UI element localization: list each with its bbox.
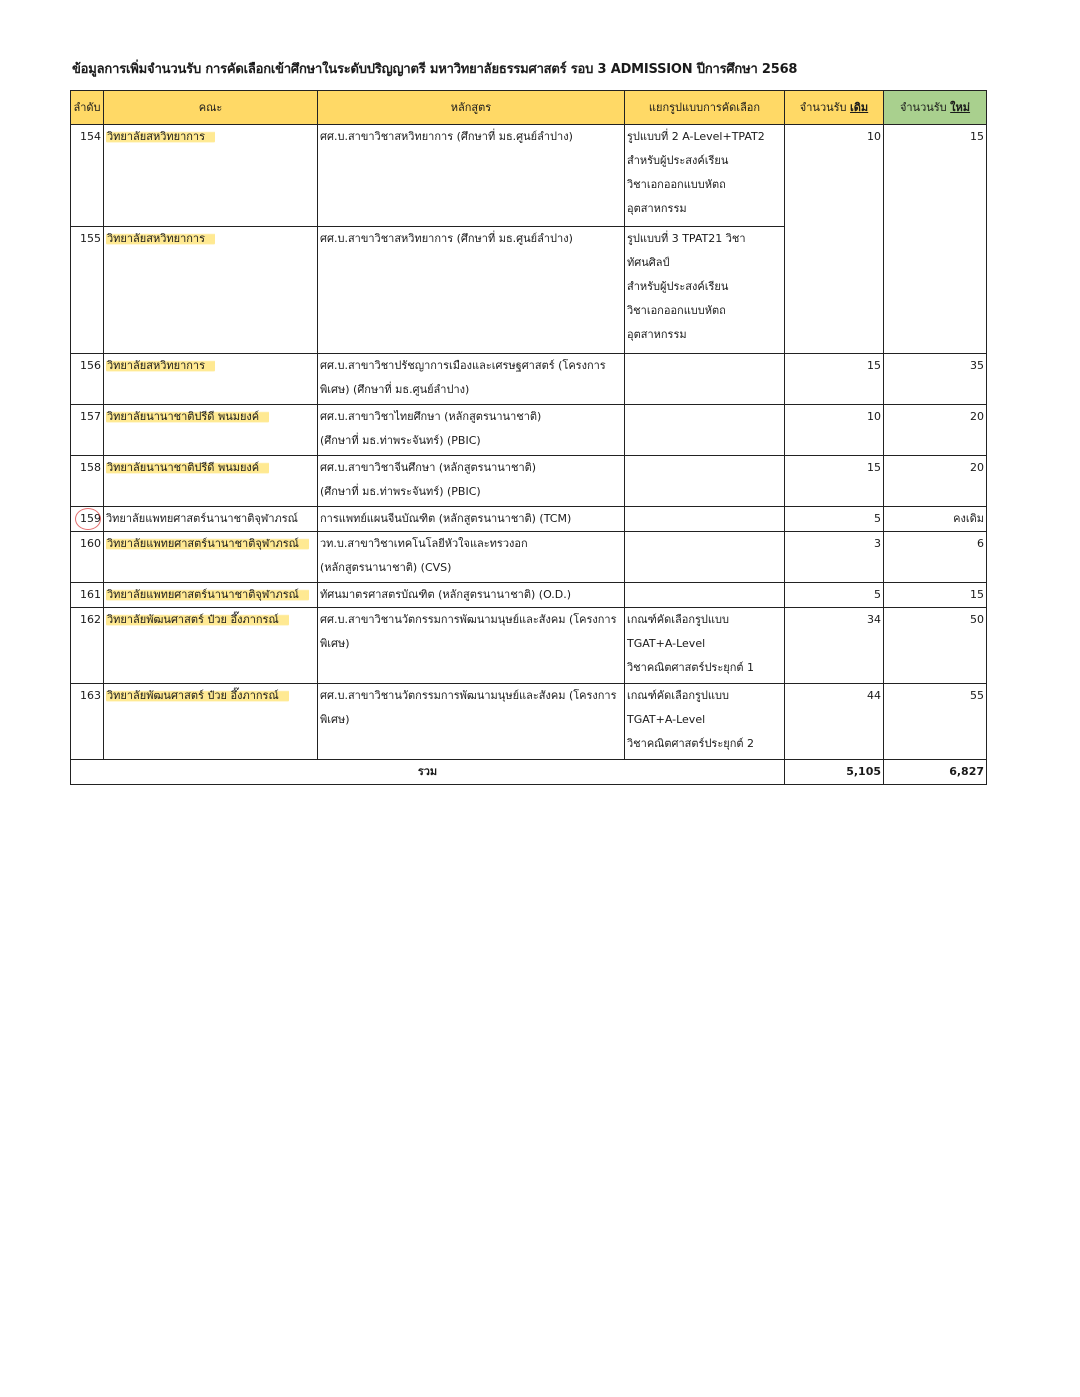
total-row — [71, 760, 987, 785]
program-line: (หลักสูตรนานาชาติ) (CVS) — [320, 561, 452, 574]
row-no: 158 — [71, 456, 104, 507]
program-line: ศศ.บ.สาขาวิชาปรัชญาการเมืองและเศรษฐศาสตร์ (โครงการ — [320, 359, 606, 372]
program-cell — [318, 583, 625, 608]
table-row — [71, 354, 987, 405]
program-line: ทัศนมาตรศาสตรบัณฑิต (หลักสูตรนานาชาติ) (O.D.) — [320, 588, 572, 601]
header-program: หลักสูตร — [318, 91, 625, 125]
row-no: 160 — [71, 532, 104, 583]
new-quota: 15 — [884, 583, 987, 608]
program-cell — [318, 456, 625, 507]
mode-line: วิชาเอกออกแบบหัตถ — [627, 178, 726, 191]
total-old-quota: 5,105 — [785, 760, 884, 785]
mode-line: อุตสาหกรรม — [627, 202, 687, 215]
mode-line: TGAT+A-Level — [627, 713, 706, 726]
program-cell — [318, 532, 625, 583]
program-line: ศศ.บ.สาขาวิชาไทยศึกษา (หลักสูตรนานาชาติ) — [320, 410, 542, 423]
mode-cell — [625, 227, 785, 354]
new-quota: 35 — [884, 354, 987, 405]
row-no: 156 — [71, 354, 104, 405]
program-cell — [318, 507, 625, 532]
faculty-name: วิทยาลัยสหวิทยาการ — [106, 232, 215, 245]
old-quota: 44 — [785, 684, 884, 760]
mode-line: วิชาคณิตศาสตร์ประยุกต์ 1 — [627, 661, 754, 674]
total-new-quota: 6,827 — [884, 760, 987, 785]
mode-cell — [625, 125, 785, 227]
program-line: ศศ.บ.สาขาวิชานวัตกรรมการพัฒนามนุษย์และสังคม (โครงการ — [320, 689, 617, 702]
new-quota: 20 — [884, 456, 987, 507]
mode-cell — [625, 456, 785, 507]
mode-line: วิชาคณิตศาสตร์ประยุกต์ 2 — [627, 737, 754, 750]
program-line: ศศ.บ.สาขาวิชาจีนศึกษา (หลักสูตรนานาชาติ) — [320, 461, 537, 474]
faculty-name: วิทยาลัยพัฒนศาสตร์ ป๋วย อึ๊งภากรณ์ — [106, 613, 289, 626]
program-cell — [318, 227, 625, 354]
mode-line: ทัศนศิลป์ — [627, 256, 670, 269]
program-line: ศศ.บ.สาขาวิชานวัตกรรมการพัฒนามนุษย์และสังคม (โครงการ — [320, 613, 617, 626]
program-line: (ศึกษาที่ มธ.ท่าพระจันทร์) (PBIC) — [320, 434, 481, 447]
program-line: ศศ.บ.สาขาวิชาสหวิทยาการ (ศึกษาที่ มธ.ศูนย์ลำปาง) — [320, 232, 573, 245]
program-cell — [318, 125, 625, 227]
faculty-cell — [104, 354, 318, 405]
new-quota: 20 — [884, 405, 987, 456]
old-quota: 15 — [785, 456, 884, 507]
faculty-name: วิทยาลัยแพทยศาสตร์นานาชาติจุฬาภรณ์ — [106, 588, 309, 601]
mode-cell — [625, 507, 785, 532]
program-line: พิเศษ) (ศึกษาที่ มธ.ศูนย์ลำปาง) — [320, 383, 470, 396]
new-quota: คงเดิม — [884, 507, 987, 532]
program-line: วท.บ.สาขาวิชาเทคโนโลยีหัวใจและทรวงอก — [320, 537, 528, 550]
old-quota: 10 — [785, 125, 884, 354]
header-new-prefix: จำนวนรับ — [899, 100, 951, 114]
mode-cell — [625, 405, 785, 456]
table-row — [71, 125, 987, 227]
old-quota: 10 — [785, 405, 884, 456]
row-no: 154 — [71, 125, 104, 227]
faculty-cell — [104, 532, 318, 583]
mode-cell — [625, 583, 785, 608]
row-no: 161 — [71, 583, 104, 608]
row-no: 157 — [71, 405, 104, 456]
old-quota: 5 — [785, 583, 884, 608]
row-no — [71, 507, 104, 532]
table-row — [71, 507, 987, 532]
header-new-quota — [884, 91, 987, 125]
faculty-name: วิทยาลัยนานาชาติปรีดี พนมยงค์ — [106, 410, 269, 423]
program-line: พิเศษ) — [320, 713, 350, 726]
header-no: ลำดับ — [71, 91, 104, 125]
faculty-name: วิทยาลัยนานาชาติปรีดี พนมยงค์ — [106, 461, 269, 474]
faculty-name: วิทยาลัยสหวิทยาการ — [106, 359, 215, 372]
program-cell — [318, 405, 625, 456]
faculty-name: วิทยาลัยสหวิทยาการ — [106, 130, 215, 143]
mode-cell — [625, 354, 785, 405]
mode-line: TGAT+A-Level — [627, 637, 706, 650]
program-line: การแพทย์แผนจีนบัณฑิต (หลักสูตรนานาชาติ) (TCM) — [320, 512, 572, 525]
table-row — [71, 608, 987, 684]
old-quota: 34 — [785, 608, 884, 684]
new-quota: 50 — [884, 608, 987, 684]
circled-row-no: 159 — [80, 507, 101, 531]
new-quota: 6 — [884, 532, 987, 583]
program-line: ศศ.บ.สาขาวิชาสหวิทยาการ (ศึกษาที่ มธ.ศูนย์ลำปาง) — [320, 130, 573, 143]
header-old-emphasis: เดิม — [850, 100, 869, 114]
faculty-cell — [104, 227, 318, 354]
mode-line: วิชาเอกออกแบบหัตถ — [627, 304, 726, 317]
mode-line: รูปแบบที่ 3 TPAT21 วิชา — [627, 232, 746, 245]
header-old-quota — [785, 91, 884, 125]
old-quota: 15 — [785, 354, 884, 405]
faculty-name: วิทยาลัยแพทยศาสตร์นานาชาติจุฬาภรณ์ — [106, 512, 298, 525]
faculty-name: วิทยาลัยพัฒนศาสตร์ ป๋วย อึ๊งภากรณ์ — [106, 689, 289, 702]
faculty-name: วิทยาลัยแพทยศาสตร์นานาชาติจุฬาภรณ์ — [106, 537, 309, 550]
faculty-cell — [104, 507, 318, 532]
page-title: ข้อมูลการเพิ่มจำนวนรับ การคัดเลือกเข้าศึกษาในระดับปริญญาตรี มหาวิทยาลัยธรรมศาสตร์ รอบ 3 ADMISSION ปีการศึกษา 2568 — [72, 62, 798, 77]
faculty-cell — [104, 608, 318, 684]
mode-line: สำหรับผู้ประสงค์เรียน — [627, 154, 729, 167]
mode-line: รูปแบบที่ 2 A-Level+TPAT2 — [627, 130, 765, 143]
faculty-cell — [104, 456, 318, 507]
table-row — [71, 456, 987, 507]
mode-cell — [625, 684, 785, 760]
old-quota: 5 — [785, 507, 884, 532]
table-row — [71, 583, 987, 608]
mode-line: เกณฑ์คัดเลือกรูปแบบ — [627, 613, 729, 626]
program-line: (ศึกษาที่ มธ.ท่าพระจันทร์) (PBIC) — [320, 485, 481, 498]
old-quota: 3 — [785, 532, 884, 583]
mode-cell — [625, 608, 785, 684]
mode-line: อุตสาหกรรม — [627, 328, 687, 341]
table-header-row — [71, 91, 987, 125]
program-cell — [318, 608, 625, 684]
header-faculty: คณะ — [104, 91, 318, 125]
header-old-prefix: จำนวนรับ — [799, 100, 851, 114]
row-no: 162 — [71, 608, 104, 684]
header-mode: แยกรูปแบบการคัดเลือก — [625, 91, 785, 125]
faculty-cell — [104, 125, 318, 227]
faculty-cell — [104, 684, 318, 760]
mode-line: สำหรับผู้ประสงค์เรียน — [627, 280, 729, 293]
new-quota: 55 — [884, 684, 987, 760]
total-label: รวม — [71, 760, 785, 785]
program-cell — [318, 684, 625, 760]
table-row — [71, 684, 987, 760]
program-line: พิเศษ) — [320, 637, 350, 650]
faculty-cell — [104, 583, 318, 608]
program-cell — [318, 354, 625, 405]
row-no: 163 — [71, 684, 104, 760]
new-quota: 15 — [884, 125, 987, 354]
row-no: 155 — [71, 227, 104, 354]
mode-line: เกณฑ์คัดเลือกรูปแบบ — [627, 689, 729, 702]
admission-table — [70, 90, 987, 785]
faculty-cell — [104, 405, 318, 456]
mode-cell — [625, 532, 785, 583]
table-row — [71, 405, 987, 456]
table-row — [71, 532, 987, 583]
header-new-emphasis: ใหม่ — [950, 100, 971, 114]
